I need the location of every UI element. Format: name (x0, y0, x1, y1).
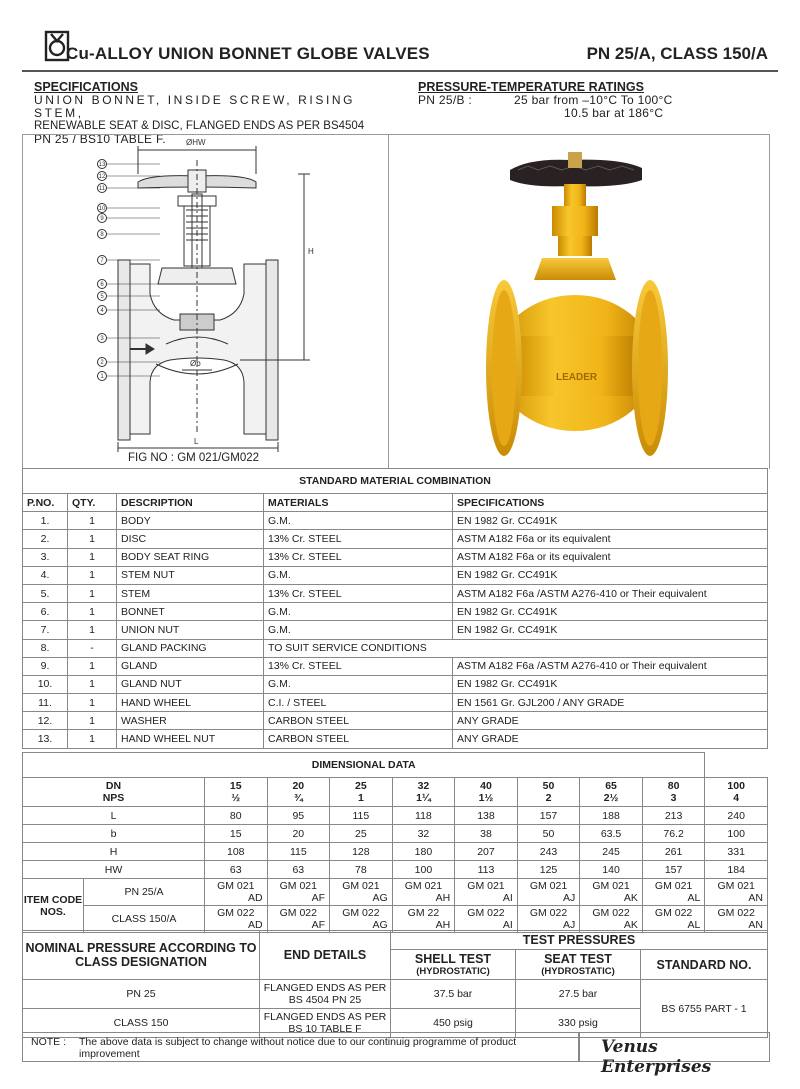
nps-label: NPS (102, 792, 125, 804)
dimension-value: 207 (455, 843, 518, 861)
test-pressures-heading: TEST PRESSURES (391, 931, 768, 950)
item-code-suffix: AI (502, 919, 513, 931)
dn-value: 15 (229, 780, 242, 792)
item-code-prefix: GM 22 (407, 907, 440, 919)
item-code-prefix: GM 021 (654, 880, 693, 892)
nps-value: ½ (231, 792, 241, 804)
item-code-suffix: AI (502, 892, 513, 904)
spec-line: PN 25 / BS10 TABLE F. (34, 132, 166, 146)
dimension-value: 76.2 (642, 825, 705, 843)
test-pressures-table (22, 930, 768, 1038)
item-code-cell (205, 906, 268, 933)
part-no-cell: 12. (23, 712, 68, 730)
qty-cell: 1 (68, 730, 117, 748)
dimension-value: 331 (705, 843, 768, 861)
dimension-value: 213 (642, 807, 705, 825)
item-code-suffix: AJ (563, 892, 576, 904)
callout-number: 1 (100, 374, 104, 380)
pressure-class-title: PN 25/A, CLASS 150/A (586, 44, 768, 63)
qty-cell: 1 (68, 603, 117, 621)
specification-cell: EN 1561 Gr. GJL200 / ANY GRADE (453, 694, 768, 712)
image-panel-divider (388, 134, 389, 468)
shell-test-heading (391, 950, 516, 980)
specification-cell: ANY GRADE (453, 730, 768, 748)
item-code-cell (517, 906, 580, 933)
callout-number: 8 (100, 232, 104, 238)
dimension-value: 243 (517, 843, 580, 861)
valve-sectional-drawing (90, 134, 320, 454)
material-cell: G.M. (264, 621, 453, 639)
item-code-suffix: AK (623, 892, 638, 904)
item-code-cell (642, 906, 705, 933)
material-cell: CARBON STEEL (264, 730, 453, 748)
pt-ratings-heading: PRESSURE-TEMPERATURE RATINGS (418, 80, 644, 94)
callout-number: 9 (100, 216, 104, 222)
dimension-value: 115 (330, 807, 393, 825)
dn-value: 25 (355, 780, 367, 792)
seat-test-cell: 27.5 bar (516, 980, 641, 1009)
material-row (23, 530, 768, 548)
note-text: The above data is subject to change without notice due to our continuig programme of product improvement (79, 1036, 517, 1060)
dimension-value: 115 (267, 843, 330, 861)
description-cell: BONNET (117, 603, 264, 621)
callout-number: 13 (98, 162, 106, 168)
item-code-prefix: GM 022 (592, 907, 630, 919)
dn-value: 32 (417, 780, 430, 792)
dimension-value: 100 (705, 825, 768, 843)
material-table (22, 468, 768, 749)
col-header: MATERIALS (264, 494, 453, 512)
part-no-cell: 8. (23, 639, 68, 657)
item-code-prefix: GM 022 (717, 907, 755, 919)
dn-nps-label (23, 778, 205, 807)
dim-l-label: L (194, 437, 199, 446)
item-code-row (23, 879, 768, 906)
description-cell: HAND WHEEL (117, 694, 264, 712)
nps-value: 2 (545, 792, 552, 804)
item-code-suffix: AH (435, 919, 451, 931)
part-no-cell: 9. (23, 657, 68, 675)
nominal-pressure-heading: NOMINAL PRESSURE ACCORDING TO CLASS DESIGNATION (23, 931, 260, 980)
part-no-cell: 7. (23, 621, 68, 639)
nps-value: 1¼ (416, 792, 431, 804)
nps-value: 1½ (478, 792, 494, 804)
dimension-value: 20 (267, 825, 330, 843)
nps-value: 3 (670, 792, 677, 804)
qty-cell: 1 (68, 548, 117, 566)
qty-cell: 1 (68, 566, 117, 584)
material-cell: G.M. (264, 566, 453, 584)
item-code-suffix: AD (247, 892, 263, 904)
specification-cell: EN 1982 Gr. CC491K (453, 603, 768, 621)
item-code-cell (705, 906, 768, 933)
callout-number: 12 (98, 174, 106, 180)
dimension-label: H (23, 843, 205, 861)
dimension-value: 95 (267, 807, 330, 825)
description-cell: BODY (117, 512, 264, 530)
spec-line: RENEWABLE SEAT & DISC, FLANGED ENDS AS PER BS4504 (34, 120, 365, 132)
callout-number: 2 (100, 360, 104, 366)
item-code-prefix: GM 022 (529, 907, 568, 919)
qty-cell: 1 (68, 530, 117, 548)
dimension-value: 125 (517, 861, 580, 879)
dimension-row (23, 843, 768, 861)
pt-line-2 (418, 107, 778, 120)
material-row (23, 584, 768, 602)
item-code-prefix: GM 022 (342, 907, 380, 919)
dimension-value: 113 (455, 861, 518, 879)
item-code-prefix: GM 022 (467, 907, 505, 919)
test-row (23, 980, 768, 1009)
company-name: Venus Enterprises (601, 1037, 712, 1077)
item-code-class: PN 25/A (84, 879, 205, 906)
specifications-heading: SPECIFICATIONS (34, 80, 138, 94)
item-code-suffix: AD (247, 919, 263, 931)
specification-cell: ANY GRADE (453, 712, 768, 730)
specification-cell: ASTM A182 F6a /ASTM A276-410 or Their equivalent (453, 657, 768, 675)
dimension-value: 157 (517, 807, 580, 825)
dimension-value: 261 (642, 843, 705, 861)
item-code-cell (580, 906, 643, 933)
dimension-row (23, 825, 768, 843)
qty-cell: 1 (68, 512, 117, 530)
dn-nps-cell (580, 778, 643, 807)
item-code-cell (330, 879, 393, 906)
item-code-suffix: AN (748, 892, 763, 904)
item-code-suffix: AN (748, 919, 763, 931)
item-code-prefix: GM 021 (529, 880, 568, 892)
dn-nps-cell (205, 778, 268, 807)
dimension-value: 180 (392, 843, 455, 861)
material-row (23, 512, 768, 530)
col-header: QTY. (68, 494, 117, 512)
dimensional-title: DIMENSIONAL DATA (23, 753, 705, 778)
dimension-value: 63 (205, 861, 268, 879)
item-code-suffix: AG (372, 892, 388, 904)
material-cell: 13% Cr. STEEL (264, 584, 453, 602)
item-code-prefix: GM 021 (467, 880, 505, 892)
part-no-cell: 5. (23, 584, 68, 602)
dim-hw-label: ØHW (186, 138, 206, 147)
item-code-cell (455, 879, 518, 906)
dimension-value: 50 (517, 825, 580, 843)
part-no-cell: 2. (23, 530, 68, 548)
item-code-cell (517, 879, 580, 906)
item-code-cell (267, 879, 330, 906)
part-no-cell: 11. (23, 694, 68, 712)
end-details-heading: END DETAILS (260, 931, 391, 980)
dimension-value: 245 (580, 843, 643, 861)
shell-test-label: SHELL TEST (414, 952, 492, 966)
part-no-cell: 10. (23, 675, 68, 693)
dim-b-label: Øb (190, 359, 201, 368)
item-code-prefix: GM 021 (217, 880, 255, 892)
company-signature (578, 1032, 770, 1077)
nps-value: 2½ (603, 792, 619, 804)
dimension-value: 138 (455, 807, 518, 825)
qty-cell: 1 (68, 621, 117, 639)
item-code-suffix: AJ (563, 919, 576, 931)
item-code-suffix: AL (687, 919, 701, 931)
page-title: Cu-ALLOY UNION BONNET GLOBE VALVES (66, 44, 430, 63)
dimension-value: 63.5 (580, 825, 643, 843)
dn-value: 100 (727, 780, 745, 792)
specification-cell: EN 1982 Gr. CC491K (453, 621, 768, 639)
dimension-value: 140 (580, 861, 643, 879)
pt-label: PN 25/B : (418, 93, 473, 107)
dn-value: 20 (292, 780, 305, 792)
pressure-temperature-block (418, 80, 778, 120)
description-cell: STEM NUT (117, 566, 264, 584)
callout-number: 7 (100, 258, 104, 264)
material-row (23, 639, 768, 657)
specification-cell: EN 1982 Gr. CC491K (453, 675, 768, 693)
specification-cell: ASTM A182 F6a or its equivalent (453, 548, 768, 566)
dn-nps-cell (392, 778, 455, 807)
qty-cell: 1 (68, 675, 117, 693)
item-code-cell (392, 906, 455, 933)
dn-value: 80 (667, 780, 680, 792)
item-code-suffix: AH (435, 892, 451, 904)
specification-cell: ASTM A182 F6a or its equivalent (453, 530, 768, 548)
dimension-value: 32 (392, 825, 455, 843)
nominal-cell: PN 25 (23, 980, 260, 1009)
dn-label: DN (105, 780, 122, 792)
dimension-value: 63 (267, 861, 330, 879)
qty-cell: 1 (68, 584, 117, 602)
seat-test-heading (516, 950, 641, 980)
dn-nps-cell (705, 778, 768, 807)
description-cell: UNION NUT (117, 621, 264, 639)
material-cell: 13% Cr. STEEL (264, 530, 453, 548)
standard-no-heading: STANDARD NO. (641, 950, 768, 980)
material-cell: 13% Cr. STEEL (264, 657, 453, 675)
header-rule (22, 70, 778, 72)
footer-note (22, 1032, 580, 1062)
item-code-suffix: AK (623, 919, 638, 931)
item-code-cell (330, 906, 393, 933)
dn-nps-cell (267, 778, 330, 807)
casting-mark: LEADER (556, 372, 598, 383)
item-code-cell (642, 879, 705, 906)
material-table-header (23, 494, 768, 512)
dimension-value: 128 (330, 843, 393, 861)
item-code-prefix: GM 021 (279, 880, 317, 892)
dimension-label: HW (23, 861, 205, 879)
callout-number: 10 (98, 206, 106, 212)
item-code-prefix: GM 021 (592, 880, 630, 892)
item-code-prefix: GM 021 (404, 880, 443, 892)
dn-nps-cell (330, 778, 393, 807)
qty-cell: 1 (68, 694, 117, 712)
item-code-row (23, 906, 768, 933)
nps-value: ¾ (293, 792, 303, 804)
description-cell: STEM (117, 584, 264, 602)
item-code-cell (392, 879, 455, 906)
description-cell: WASHER (117, 712, 264, 730)
description-cell: GLAND NUT (117, 675, 264, 693)
part-no-cell: 1. (23, 512, 68, 530)
item-code-prefix: GM 022 (654, 907, 693, 919)
dimension-value: 38 (455, 825, 518, 843)
material-cell: C.I. / STEEL (264, 694, 453, 712)
material-row (23, 712, 768, 730)
dn-nps-header (23, 778, 768, 807)
description-cell: HAND WHEEL NUT (117, 730, 264, 748)
item-code-class: CLASS 150/A (84, 906, 205, 933)
end-details-cell: FLANGED ENDS AS PER BS 4504 PN 25 (260, 980, 391, 1009)
item-code-suffix: AF (311, 892, 326, 904)
material-row (23, 621, 768, 639)
material-cell: 13% Cr. STEEL (264, 548, 453, 566)
part-no-cell: 6. (23, 603, 68, 621)
note-label: NOTE : (31, 1036, 67, 1048)
dimensional-table (22, 752, 768, 933)
end-details-cell: FLANGED ENDS AS PER BS 10 TABLE F (260, 1009, 391, 1038)
seat-test-label: SEAT TEST (544, 952, 612, 966)
dimension-row (23, 807, 768, 825)
dimension-row (23, 861, 768, 879)
callout-number: 3 (100, 336, 104, 342)
valve-photo (470, 148, 690, 458)
dimension-value: 184 (705, 861, 768, 879)
seat-test-sub: (HYDROSTATIC) (541, 966, 615, 977)
item-code-suffix: AG (372, 919, 388, 931)
item-code-cell (205, 879, 268, 906)
dimension-value: 15 (205, 825, 268, 843)
material-cell: G.M. (264, 512, 453, 530)
dn-value: 50 (542, 780, 555, 792)
nps-value: 4 (733, 792, 740, 804)
material-cell: CARBON STEEL (264, 712, 453, 730)
col-header: DESCRIPTION (117, 494, 264, 512)
description-cell: DISC (117, 530, 264, 548)
spec-line: UNION BONNET, INSIDE SCREW, RISING STEM, (34, 93, 356, 120)
material-row (23, 675, 768, 693)
item-code-suffix: AL (687, 892, 701, 904)
dimension-value: 78 (330, 861, 393, 879)
item-code-prefix: GM 022 (279, 907, 317, 919)
col-header: P.NO. (23, 494, 68, 512)
standard-no-cell: BS 6755 PART - 1 (641, 980, 768, 1038)
dimension-value: 240 (705, 807, 768, 825)
material-cell: TO SUIT SERVICE CONDITIONS (264, 639, 768, 657)
item-code-cell (580, 879, 643, 906)
pt-value-1: 25 bar from –10°C To 100°C (514, 93, 673, 107)
callout-number: 6 (100, 282, 104, 288)
material-row (23, 730, 768, 748)
part-no-cell: 13. (23, 730, 68, 748)
specification-cell: EN 1982 Gr. CC491K (453, 566, 768, 584)
qty-cell: 1 (68, 712, 117, 730)
material-row (23, 548, 768, 566)
description-cell: BODY SEAT RING (117, 548, 264, 566)
seat-test-cell: 330 psig (516, 1009, 641, 1038)
item-code-cell (455, 906, 518, 933)
item-code-prefix: GM 021 (717, 880, 755, 892)
dn-nps-cell (517, 778, 580, 807)
description-cell: GLAND PACKING (117, 639, 264, 657)
pt-value-2: 10.5 bar at 186°C (564, 106, 664, 120)
dimension-value: 108 (205, 843, 268, 861)
dimension-value: 100 (392, 861, 455, 879)
shell-test-sub: (HYDROSTATIC) (416, 966, 490, 977)
dimension-value: 157 (642, 861, 705, 879)
item-code-prefix: GM 021 (342, 880, 380, 892)
material-row (23, 694, 768, 712)
qty-cell: 1 (68, 657, 117, 675)
dim-h-label: H (308, 247, 314, 256)
material-cell: G.M. (264, 675, 453, 693)
shell-test-cell: 37.5 bar (391, 980, 516, 1009)
item-code-cell (705, 879, 768, 906)
part-no-cell: 3. (23, 548, 68, 566)
nps-value: 1 (357, 792, 364, 804)
col-header: SPECIFICATIONS (453, 494, 768, 512)
material-row (23, 566, 768, 584)
specification-cell: ASTM A182 F6a /ASTM A276-410 or Their equivalent (453, 584, 768, 602)
callout-number: 11 (98, 186, 106, 192)
dn-value: 40 (480, 780, 492, 792)
dimension-value: 118 (392, 807, 455, 825)
callout-number: 5 (100, 294, 104, 300)
item-code-cell (267, 906, 330, 933)
shell-test-cell: 450 psig (391, 1009, 516, 1038)
item-code-suffix: AF (311, 919, 326, 931)
material-cell: G.M. (264, 603, 453, 621)
qty-cell: - (68, 639, 117, 657)
part-no-cell: 4. (23, 566, 68, 584)
dn-nps-cell (642, 778, 705, 807)
callout-number: 4 (100, 308, 104, 314)
dimension-label: L (23, 807, 205, 825)
dimension-label: b (23, 825, 205, 843)
dimension-value: 80 (205, 807, 268, 825)
material-row (23, 657, 768, 675)
dn-value: 65 (605, 780, 617, 792)
dimension-value: 188 (580, 807, 643, 825)
dn-nps-cell (455, 778, 518, 807)
description-cell: GLAND (117, 657, 264, 675)
fig-number: FIG NO : GM 021/GM022 (128, 452, 260, 464)
material-row (23, 603, 768, 621)
material-table-title: STANDARD MATERIAL COMBINATION (23, 469, 768, 494)
nominal-cell: CLASS 150 (23, 1009, 260, 1038)
specification-cell: EN 1982 Gr. CC491K (453, 512, 768, 530)
item-code-label: ITEM CODE NOS. (23, 879, 84, 933)
dimension-value: 25 (330, 825, 393, 843)
item-code-prefix: GM 022 (217, 907, 255, 919)
